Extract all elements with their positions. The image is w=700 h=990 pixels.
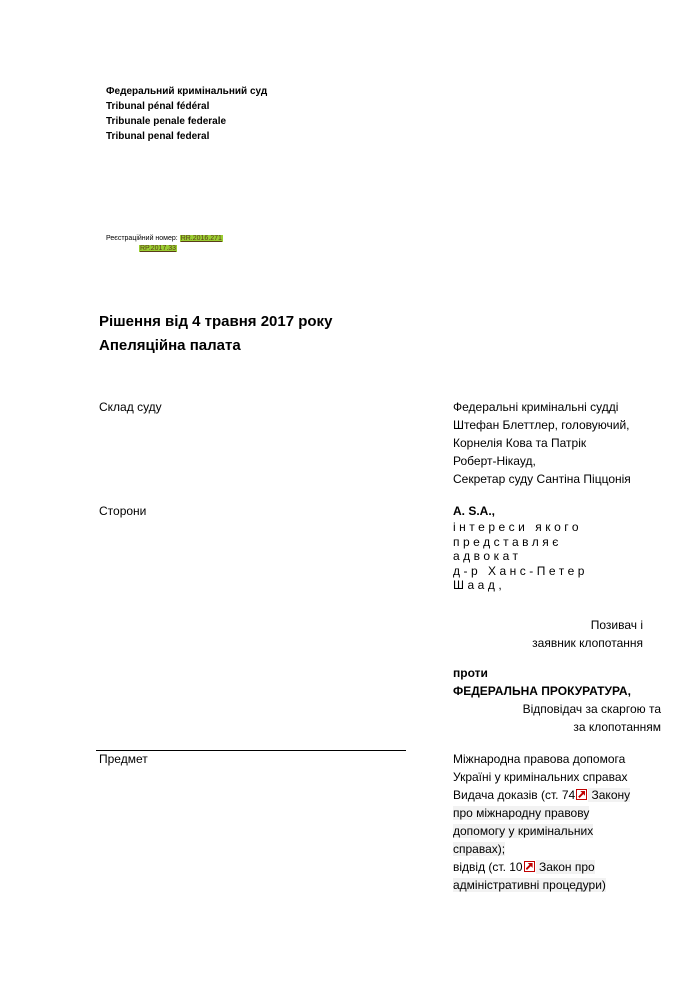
subject-line: Міжнародна правова допомога xyxy=(453,752,626,766)
party1-role-line: Позивач і xyxy=(590,618,643,632)
subject-line-article-10 xyxy=(453,858,653,876)
registration-line-2 xyxy=(139,244,177,254)
party1-rep-line: адвокат xyxy=(453,549,522,563)
party1-role xyxy=(453,616,643,652)
decision-title xyxy=(99,310,332,358)
party1-rep-line: Шаад, xyxy=(453,578,506,592)
party1-rep-line: представляє xyxy=(453,534,562,549)
subject-value xyxy=(453,750,653,894)
court-name-french: Tribunal pénal fédéral xyxy=(106,101,210,112)
composition-line: Штефан Блеттлер, головуючий, xyxy=(453,418,630,432)
party2-role-line: за клопотанням xyxy=(573,720,661,734)
party2-name: ФЕДЕРАЛЬНА ПРОКУРАТУРА, xyxy=(453,684,631,698)
subject-text: відвід (ст. 10 xyxy=(453,860,523,874)
composition-value xyxy=(453,398,653,488)
parties-label: Сторони xyxy=(99,504,147,518)
composition-label: Склад суду xyxy=(99,400,162,414)
court-name-romansh: Tribunal penal federal xyxy=(106,131,210,142)
decision-date-heading: Рішення від 4 травня 2017 року xyxy=(99,313,333,330)
party2-role xyxy=(453,700,661,736)
registration-number-link-1[interactable]: RR.2016.271 xyxy=(180,235,222,242)
subject-label: Предмет xyxy=(99,752,148,766)
law-link-text[interactable]: Закон про xyxy=(535,860,595,874)
party1-representative xyxy=(453,520,588,593)
subject-text: Видача доказів (ст. 74 xyxy=(453,788,576,802)
court-names xyxy=(106,84,267,144)
composition-line: Корнелія Кова та Патрік xyxy=(453,436,587,450)
registration-line xyxy=(106,234,223,244)
party1-rep-line: інтереси якого xyxy=(453,520,583,534)
court-name-italian: Tribunale penale federale xyxy=(106,116,227,127)
composition-line: Секретар суду Сантіна Піццонія xyxy=(453,472,631,486)
registration-number-link-2[interactable]: RP.2017.33 xyxy=(140,245,177,252)
court-name-ukrainian: Федеральний кримінальний суд xyxy=(106,86,268,97)
subject-line-article-74 xyxy=(453,786,653,804)
law-link-text[interactable]: адміністративні процедури) xyxy=(453,878,606,892)
subject-line: Україні у кримінальних справах xyxy=(453,770,628,784)
chamber-heading: Апеляційна палата xyxy=(99,337,241,354)
law-link-text[interactable]: Закону xyxy=(588,788,631,802)
registration-label: Реєстраційний номер: xyxy=(106,235,178,242)
external-link-icon[interactable] xyxy=(524,861,535,872)
party1-name: A. S.A., xyxy=(453,504,496,518)
party2-role-line: Відповідач за скаргою та xyxy=(522,702,661,716)
party1-role-line: заявник клопотання xyxy=(532,636,643,650)
composition-line: Роберт-Нікауд, xyxy=(453,454,536,468)
composition-line: Федеральні кримінальні судді xyxy=(453,400,619,414)
law-link-text[interactable]: справах); xyxy=(453,842,506,856)
law-link-text[interactable]: допомогу у кримінальних xyxy=(453,824,594,838)
law-link-text[interactable]: про міжнародну правову xyxy=(453,806,590,820)
party1-rep-line: д-р Ханс-Петер xyxy=(453,563,588,578)
versus-label: проти xyxy=(453,666,488,680)
external-link-icon[interactable] xyxy=(576,789,587,800)
